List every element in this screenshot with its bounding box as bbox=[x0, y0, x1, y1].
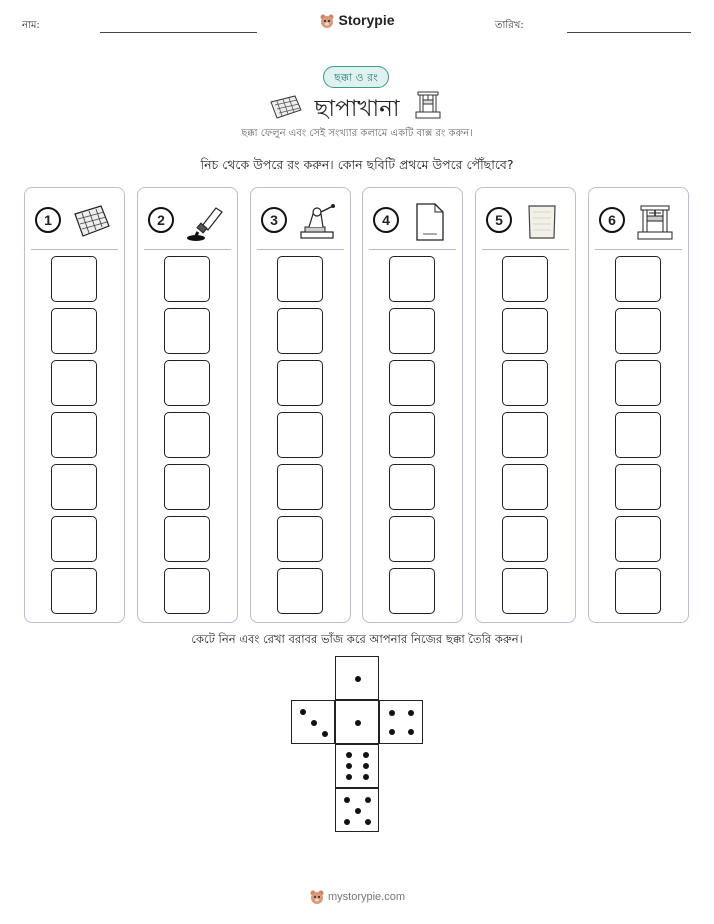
color-box[interactable] bbox=[164, 412, 210, 458]
column-4 bbox=[362, 187, 463, 623]
color-box[interactable] bbox=[389, 412, 435, 458]
column-divider bbox=[31, 249, 118, 250]
color-box[interactable] bbox=[277, 568, 323, 614]
color-box[interactable] bbox=[615, 360, 661, 406]
color-box[interactable] bbox=[277, 360, 323, 406]
column-1 bbox=[24, 187, 125, 623]
dice-face-6[interactable] bbox=[335, 744, 379, 788]
instruction: নিচ থেকে উপরে রং করুন। কোন ছবিটি প্রথমে উপরে পৌঁছাবে? bbox=[200, 157, 514, 172]
column-2 bbox=[137, 187, 238, 623]
brand-logo bbox=[0, 12, 714, 29]
pip bbox=[408, 729, 414, 735]
dice-face-4[interactable] bbox=[379, 700, 423, 744]
color-box[interactable] bbox=[51, 568, 97, 614]
pip bbox=[346, 752, 352, 758]
color-box[interactable] bbox=[389, 256, 435, 302]
name-line[interactable] bbox=[100, 32, 257, 33]
pip bbox=[344, 819, 350, 825]
pip bbox=[355, 720, 361, 726]
column-5 bbox=[475, 187, 576, 623]
column-number: 5 bbox=[486, 207, 512, 233]
stamp-press-icon bbox=[297, 202, 337, 242]
color-box[interactable] bbox=[615, 568, 661, 614]
pip bbox=[344, 797, 350, 803]
color-box[interactable] bbox=[389, 464, 435, 510]
color-box[interactable] bbox=[502, 516, 548, 562]
cut-instruction: কেটে নিন এবং রেখা বরাবর ভাঁজ করে আপনার নিজের ছক্কা তৈরি করুন। bbox=[191, 632, 523, 646]
color-box[interactable] bbox=[51, 516, 97, 562]
pip bbox=[389, 710, 395, 716]
pip bbox=[365, 819, 371, 825]
category-tag: ছক্কা ও রং bbox=[323, 66, 389, 88]
column-number: 1 bbox=[35, 207, 61, 233]
color-box[interactable] bbox=[502, 412, 548, 458]
color-box[interactable] bbox=[502, 360, 548, 406]
pip bbox=[355, 676, 361, 682]
column-6 bbox=[588, 187, 689, 623]
color-box[interactable] bbox=[502, 568, 548, 614]
color-box[interactable] bbox=[277, 516, 323, 562]
color-box[interactable] bbox=[502, 464, 548, 510]
printing-press-icon bbox=[635, 202, 675, 242]
color-box[interactable] bbox=[164, 568, 210, 614]
pip bbox=[346, 763, 352, 769]
date-label: তারিখ: bbox=[495, 20, 524, 31]
column-divider bbox=[144, 249, 231, 250]
color-box[interactable] bbox=[502, 256, 548, 302]
pip bbox=[363, 752, 369, 758]
color-box[interactable] bbox=[277, 412, 323, 458]
pip bbox=[408, 710, 414, 716]
color-box[interactable] bbox=[615, 256, 661, 302]
dice-face-5[interactable] bbox=[335, 788, 379, 832]
column-number: 3 bbox=[261, 207, 287, 233]
column-divider bbox=[595, 249, 682, 250]
color-box[interactable] bbox=[615, 516, 661, 562]
date-line[interactable] bbox=[567, 32, 691, 33]
pip bbox=[346, 774, 352, 780]
color-box[interactable] bbox=[502, 308, 548, 354]
color-box[interactable] bbox=[164, 256, 210, 302]
type-tray-icon bbox=[71, 202, 111, 242]
color-box[interactable] bbox=[51, 464, 97, 510]
brand-name: Storypie bbox=[338, 12, 395, 28]
color-box[interactable] bbox=[277, 464, 323, 510]
color-box[interactable] bbox=[164, 464, 210, 510]
column-number: 4 bbox=[373, 207, 399, 233]
parchment-icon bbox=[522, 202, 562, 242]
dice-face-1[interactable] bbox=[335, 656, 379, 700]
pip bbox=[300, 709, 306, 715]
color-box[interactable] bbox=[277, 256, 323, 302]
footer-url[interactable]: mystorypie.com bbox=[327, 890, 406, 903]
color-box[interactable] bbox=[389, 360, 435, 406]
column-number: 2 bbox=[148, 207, 174, 233]
color-box[interactable] bbox=[277, 308, 323, 354]
name-label: নাম: bbox=[22, 20, 40, 31]
printing-press-title-icon bbox=[414, 90, 442, 120]
color-box[interactable] bbox=[51, 360, 97, 406]
footer bbox=[0, 889, 714, 905]
color-box[interactable] bbox=[615, 308, 661, 354]
color-box[interactable] bbox=[51, 256, 97, 302]
page-title: ছাপাখানা bbox=[314, 96, 400, 122]
bear-icon bbox=[319, 13, 335, 29]
color-box[interactable] bbox=[164, 360, 210, 406]
pip bbox=[322, 731, 328, 737]
pip bbox=[363, 763, 369, 769]
pip bbox=[389, 729, 395, 735]
column-divider bbox=[482, 249, 569, 250]
color-box[interactable] bbox=[615, 464, 661, 510]
color-box[interactable] bbox=[389, 568, 435, 614]
bear-icon bbox=[309, 889, 325, 905]
pip bbox=[365, 797, 371, 803]
color-box[interactable] bbox=[389, 308, 435, 354]
pip bbox=[355, 808, 361, 814]
color-box[interactable] bbox=[51, 412, 97, 458]
column-divider bbox=[257, 249, 344, 250]
color-box[interactable] bbox=[51, 308, 97, 354]
color-box[interactable] bbox=[389, 516, 435, 562]
color-box[interactable] bbox=[164, 308, 210, 354]
color-box[interactable] bbox=[164, 516, 210, 562]
column-divider bbox=[369, 249, 456, 250]
column-3 bbox=[250, 187, 351, 623]
color-box[interactable] bbox=[615, 412, 661, 458]
pip bbox=[311, 720, 317, 726]
paper-sheet-icon bbox=[409, 202, 449, 242]
subtitle: ছক্কা ফেলুন এবং সেই সংখ্যার কলামে একটি বাক্স রং করুন। bbox=[241, 128, 473, 139]
column-number: 6 bbox=[599, 207, 625, 233]
dice-face-1[interactable] bbox=[335, 700, 379, 744]
pip bbox=[363, 774, 369, 780]
ink-tube-icon bbox=[184, 202, 224, 242]
dice-face-3[interactable] bbox=[291, 700, 335, 744]
